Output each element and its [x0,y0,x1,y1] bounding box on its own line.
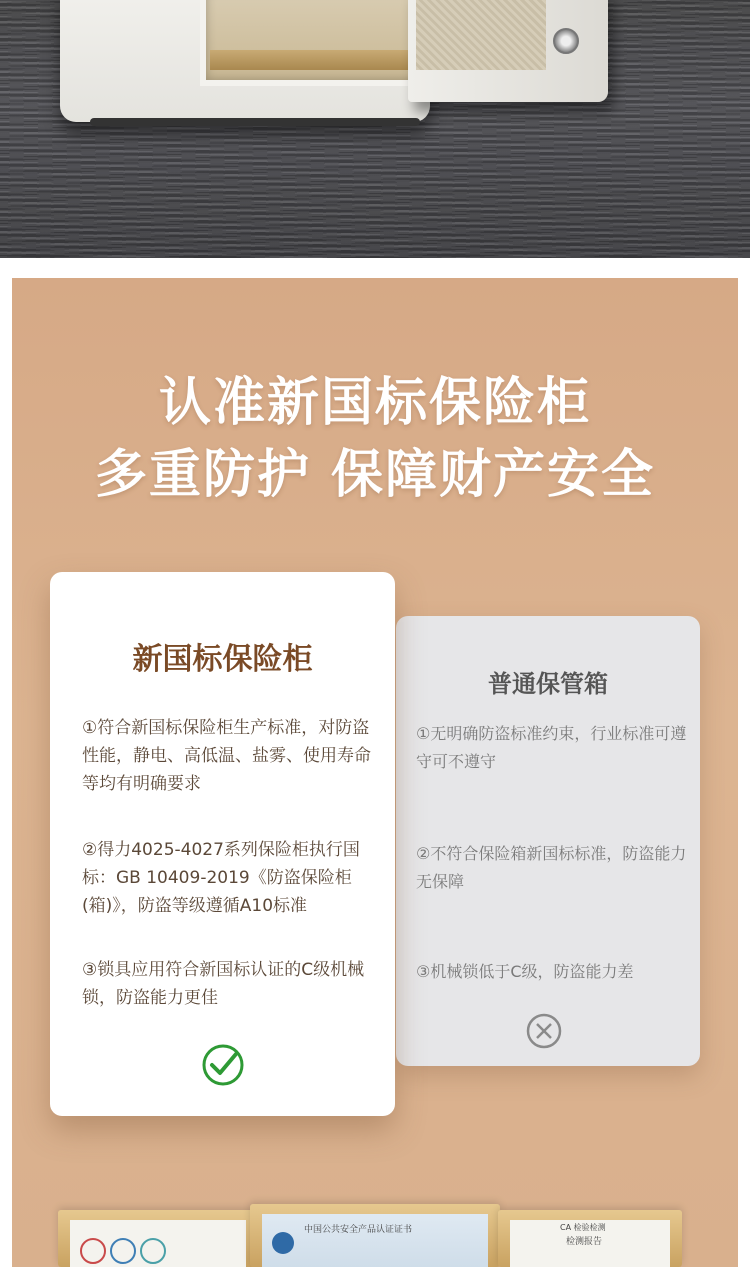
certificate-paper [510,1220,670,1267]
red-stamp-icon [80,1238,106,1264]
certificate-frame-center [250,1204,500,1267]
certificate-title: 中国公共安全产品认证证书 [304,1225,413,1235]
certificate-frame-left [58,1210,258,1267]
ordinary-point-2: ②不符合保险箱新国标标准，防盗能力无保障 [416,844,687,891]
new-standard-point-3: ③锁具应用符合新国标认证的C级机械锁，防盗能力更佳 [82,960,365,1008]
safe-feet [90,118,420,126]
certificate-paper [70,1220,246,1267]
safe-door [408,0,608,102]
comparison-section [12,278,738,1267]
check-circle-icon [200,1042,246,1088]
headline-line-1: 认准新国标保险柜 [158,373,591,433]
safe-drawer [210,50,425,70]
certificate-frame-right [498,1210,682,1267]
ordinary-point-3: ③机械锁低于C级，防盗能力差 [416,962,634,981]
product-photo [0,0,750,258]
headline-line-2: 多重防护 保障财产安全 [94,445,656,505]
new-standard-safe-card [50,572,395,1116]
new-standard-point-1: ①符合新国标保险柜生产标准，对防盗性能，静电、高低温、盐雾、使用寿命等均有明确要求 [82,718,371,794]
ordinary-safe-card [396,616,700,1066]
door-panel [416,0,546,70]
safe-body [60,0,430,122]
lock-knob-icon [553,28,579,54]
new-standard-card-title: 新国标保险柜 [132,642,313,677]
ordinary-point-1: ①无明确防盗标准约束，行业标准可遵守可不遵守 [416,724,687,771]
certificate-small-label: CA 检验检测 [560,1223,606,1232]
certificate-paper [262,1214,488,1267]
ordinary-card-title: 普通保管箱 [488,670,608,698]
new-standard-point-2: ②得力4025-4027系列保险柜执行国标：GB 10409-2019《防盗保险柜(箱)》，防盗等级遵循A10标准 [82,840,360,916]
blue-stamp-icon [110,1238,136,1264]
certificate-header: 检测报告 [566,1237,603,1247]
cert-logo-icon [272,1232,294,1254]
teal-stamp-icon [140,1238,166,1264]
cross-circle-icon [525,1012,563,1050]
